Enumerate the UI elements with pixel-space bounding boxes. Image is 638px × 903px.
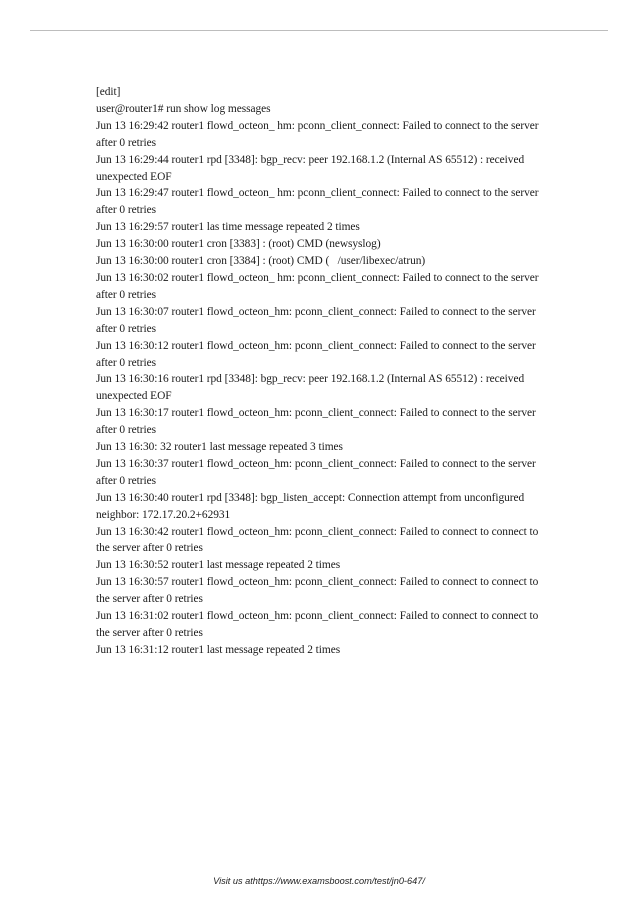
log-line: Jun 13 16:30:16 router1 rpd [3348]: bgp_recv: peer 192.168.1.2 (Internal AS 65512) : received (96, 373, 525, 386)
log-line: after 0 retries (96, 322, 156, 335)
log-line: Jun 13 16:30:12 router1 flowd_octeon_hm: pconn_client_connect: Failed to connect to the server (96, 339, 536, 352)
log-line: [edit] (96, 86, 121, 98)
log-line: Jun 13 16:30:40 router1 rpd [3348]: bgp_listen_accept: Connection attempt from unconfigured (96, 491, 525, 504)
log-line: unexpected EOF (96, 170, 172, 183)
log-line: after 0 retries (96, 424, 156, 437)
log-line: user@router1# run show log messages (96, 102, 271, 115)
log-line: after 0 retries (96, 136, 156, 149)
log-line: after 0 retries (96, 288, 156, 301)
log-line: Jun 13 16:30:57 router1 flowd_octeon_hm: pconn_client_connect: Failed to connect to connect to (96, 576, 539, 589)
log-line: Jun 13 16:30:00 router1 cron [3384] : (root) CMD ( /user/libexec/atrun) (96, 255, 426, 268)
footer-link-text: Visit us athttps://www.examsboost.com/test/jn0-647/ (213, 876, 425, 886)
log-line: the server after 0 retries (96, 593, 203, 606)
log-line: Jun 13 16:30:00 router1 cron [3383] : (root) CMD (newsyslog) (96, 238, 381, 251)
log-line: Jun 13 16:30:17 router1 flowd_octeon_hm: pconn_client_connect: Failed to connect to the server (96, 407, 536, 420)
log-line: Jun 13 16:30: 32 router1 last message repeated 3 times (96, 441, 343, 454)
log-line: Jun 13 16:30:37 router1 flowd_octeon_hm: pconn_client_connect: Failed to connect to the server (96, 457, 536, 470)
log-line: Jun 13 16:29:47 router1 flowd_octeon_ hm: pconn_client_connect: Failed to connect to the server (96, 187, 539, 200)
log-line: Jun 13 16:29:42 router1 flowd_octeon_ hm: pconn_client_connect: Failed to connect to the server (96, 119, 539, 132)
log-line: Jun 13 16:30:02 router1 flowd_octeon_ hm: pconn_client_connect: Failed to connect to the server (96, 271, 539, 284)
log-line: Jun 13 16:31:02 router1 flowd_octeon_hm: pconn_client_connect: Failed to connect to connect to (96, 610, 539, 623)
log-line: the server after 0 retries (96, 627, 203, 639)
log-line: Jun 13 16:29:44 router1 rpd [3348]: bgp_recv: peer 192.168.1.2 (Internal AS 65512) : received (96, 153, 525, 166)
log-line: neighbor: 172.17.20.2+62931 (96, 508, 231, 521)
log-line: the server after 0 retries (96, 542, 203, 555)
log-line: after 0 retries (96, 474, 156, 487)
log-line: Jun 13 16:30:42 router1 flowd_octeon_hm: pconn_client_connect: Failed to connect to connect to (96, 525, 539, 538)
log-line: after 0 retries (96, 204, 156, 217)
log-line: Jun 13 16:31:12 router1 last message repeated 2 times (96, 643, 341, 656)
log-line: Jun 13 16:30:07 router1 flowd_octeon_hm: pconn_client_connect: Failed to connect to the server (96, 305, 536, 318)
header-divider (30, 30, 608, 31)
log-line: Jun 13 16:30:52 router1 last message repeated 2 times (96, 559, 341, 572)
log-line: unexpected EOF (96, 390, 172, 403)
log-output (96, 84, 616, 659)
log-line: Jun 13 16:29:57 router1 las time message repeated 2 times (96, 221, 360, 234)
log-line: after 0 retries (96, 356, 156, 369)
